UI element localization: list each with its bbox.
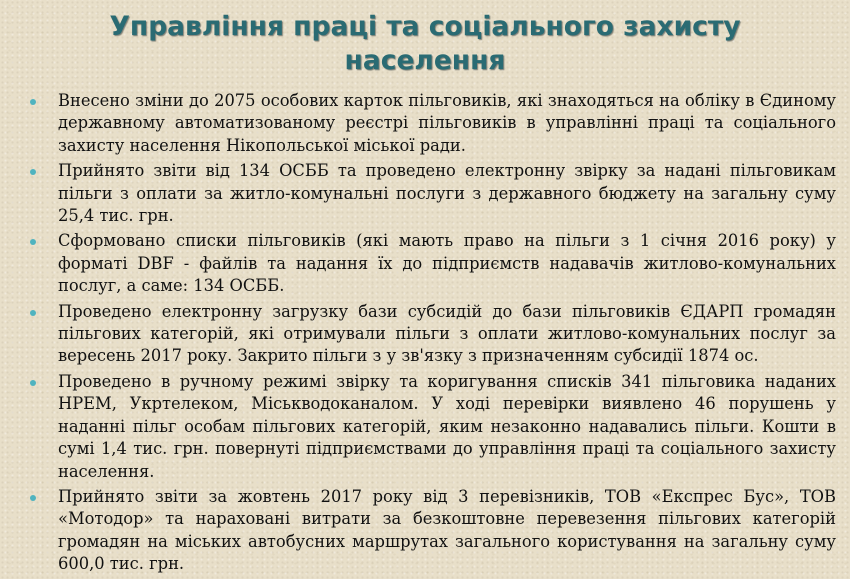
bullet-item: [24, 486, 836, 576]
bullet-text: Прийнято звіти за жовтень 2017 року від 3 перевізників, ТОВ «Експрес Бус», ТОВ «Мотодор» та нараховані витрати за безкоштовне перевезення пільгових категорій громадян на міських автобусних маршрутах загального користування на загальну суму 600,0 тис. грн.: [58, 486, 836, 574]
round-bullet-icon: [30, 169, 36, 175]
bullet-item: [24, 160, 836, 227]
bullet-text: Сформовано списки пільговиків (які мають право на пільги з 1 січня 2016 року) у форматі DBF - файлів та надання їх до підприємств надавачів житлово-комунальних послуг, а саме: 134 ОСББ.: [58, 231, 836, 296]
bullet-text: Прийнято звіти від 134 ОСББ та проведено електронну звірку за надані пільговикам пільги з оплати за житло-комунальні послуги з державного бюджету на загальну суму 25,4 тис. грн.: [58, 161, 836, 226]
round-bullet-icon: [30, 99, 36, 105]
round-bullet-icon: [30, 495, 36, 501]
bullet-text: Проведено в ручному режимі звірку та коригування списків 341 пільговика наданих НРЕМ, Укртелеком, Міськводоканалом. У ході перевірки виявлено 46 порушень у наданні пільг особам пільгових категорій, яким незаконно надавались пільги. Кошти в сумі 1,4 тис. грн. повернуті підприємствами до управління праці та соціального захисту населення.: [58, 371, 836, 481]
bullet-text: Внесено зміни до 2075 особових карток пільговиків, які знаходяться на обліку в Єдиному державному автоматизованому реєстрі пільговиків в управлінні праці та соціального захисту населення Нікопольської міської ради.: [58, 91, 836, 155]
round-bullet-icon: [30, 310, 36, 316]
round-bullet-icon: [30, 380, 36, 386]
bullet-text: Проведено електронну загрузку бази субсидій до бази пільговиків ЄДАРП громадян пільгових категорій, які отримували пільги з оплати житлово-комунальних послуг за вересень 2017 року. Закрито пільги з у зв'язку з призначенням субсидії 1874 ос.: [58, 301, 836, 366]
round-bullet-icon: [30, 239, 36, 245]
bullet-item: [24, 90, 836, 157]
bullet-item: [24, 301, 836, 368]
bullet-list: [24, 90, 836, 579]
slide-title: Управління праці та соціального захисту населення: [109, 11, 741, 76]
bullet-item: [24, 230, 836, 297]
bullet-item: [24, 371, 836, 483]
